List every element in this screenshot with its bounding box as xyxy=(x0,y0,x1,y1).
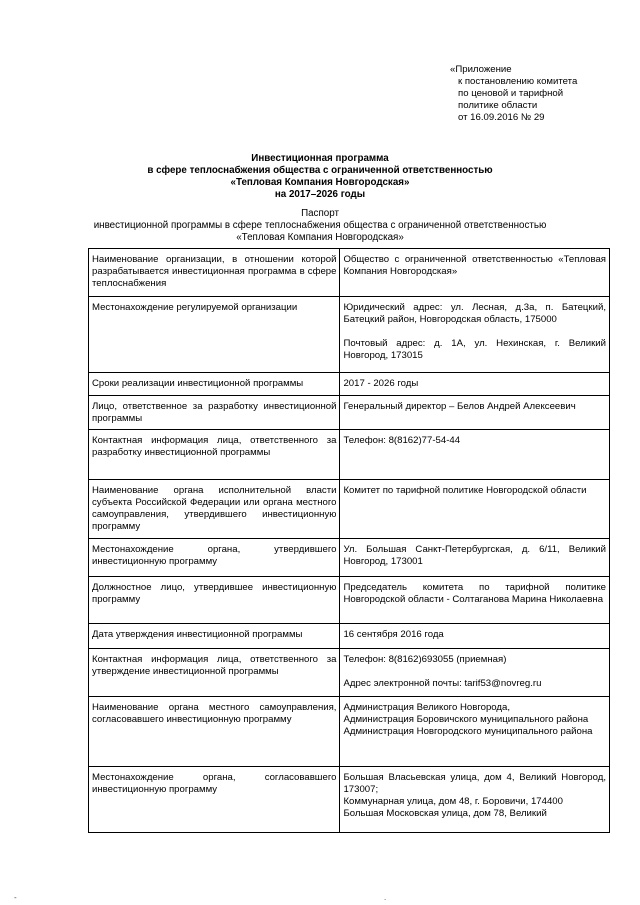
row-value xyxy=(340,577,610,624)
appendix-line: «Приложение xyxy=(450,64,512,75)
value-line: Администрация Новгородского муниципального района xyxy=(343,726,593,737)
value-line: Адрес электронной почты: tarif53@novreg.ru xyxy=(343,678,542,689)
row-label: Дата утверждения инвестиционной программы xyxy=(89,624,340,649)
table-row xyxy=(89,480,610,539)
title-line: в сфере теплоснабжения общества с ограниченной ответственностью xyxy=(147,165,493,176)
passport-line: Паспорт xyxy=(301,208,339,219)
appendix-line: политике области xyxy=(458,100,538,111)
value-line: Телефон: 8(8162)693055 (приемная) xyxy=(343,654,507,665)
row-value xyxy=(340,539,610,577)
table-row xyxy=(89,396,610,430)
value-line: Общество с ограниченной ответственностью «Тепловая Компания Новгородская» xyxy=(343,254,606,277)
row-label: Сроки реализации инвестиционной программы xyxy=(89,373,340,396)
value-line: 16 сентября 2016 года xyxy=(343,629,444,640)
row-value xyxy=(340,249,610,297)
row-label: Местонахождение органа, утвердившего инвестиционную программу xyxy=(89,539,340,577)
row-label: Наименование организации, в отношении которой разрабатывается инвестиционная программа в сфере теплоснабжения xyxy=(89,249,340,297)
scan-mark: - xyxy=(14,893,17,902)
table-row xyxy=(89,697,610,767)
table-row xyxy=(89,624,610,649)
row-value xyxy=(340,430,610,480)
title-line: Инвестиционная программа xyxy=(251,153,389,164)
row-label: Местонахождение органа, согласовавшего инвестиционную программу xyxy=(89,767,340,833)
row-label: Местонахождение регулируемой организации xyxy=(89,297,340,373)
table-row xyxy=(89,649,610,697)
row-label: Контактная информация лица, ответственного за утверждение инвестиционной программы xyxy=(89,649,340,697)
row-value xyxy=(340,373,610,396)
title-line: «Тепловая Компания Новгородская» xyxy=(230,177,410,188)
row-label: Лицо, ответственное за разработку инвестиционной программы xyxy=(89,396,340,430)
title-line: на 2017–2026 годы xyxy=(274,189,366,200)
row-label: Должностное лицо, утвердившее инвестиционную программу xyxy=(89,577,340,624)
row-value xyxy=(340,624,610,649)
value-line: Почтовый адрес: д. 1А, ул. Нехинская, г. Великий Новгород, 173015 xyxy=(343,338,606,361)
table-row xyxy=(89,373,610,396)
value-line: Ул. Большая Санкт-Петербургская, д. 6/11, Великий Новгород, 173001 xyxy=(343,544,606,567)
value-line: Телефон: 8(8162)77-54-44 xyxy=(343,435,461,446)
value-line: Администрация Великого Новгорода, xyxy=(343,702,511,713)
row-value xyxy=(340,767,610,833)
value-line: Юридический адрес: ул. Лесная, д.3а, п. Батецкий, Батецкий район, Новгородская область, 175000 xyxy=(343,302,606,325)
table-row xyxy=(89,297,610,373)
table-row xyxy=(89,430,610,480)
table-row xyxy=(89,577,610,624)
row-label: Контактная информация лица, ответственного за разработку инвестиционной программы xyxy=(89,430,340,480)
table-row xyxy=(89,539,610,577)
passport-heading xyxy=(0,208,640,244)
appendix-line: к постановлению комитета xyxy=(458,76,578,87)
passport-table xyxy=(88,248,610,833)
row-value xyxy=(340,697,610,767)
table-row xyxy=(89,767,610,833)
appendix-line: от 16.09.2016 № 29 xyxy=(458,112,545,123)
value-line: Генеральный директор – Белов Андрей Алексеевич xyxy=(343,401,576,412)
row-value xyxy=(340,480,610,539)
row-value xyxy=(340,297,610,373)
row-value xyxy=(340,649,610,697)
value-line: 2017 - 2026 годы xyxy=(343,378,419,389)
scan-mark: . xyxy=(384,893,387,902)
passport-line: «Тепловая Компания Новгородская» xyxy=(236,232,404,243)
document-title xyxy=(0,153,640,201)
row-label: Наименование органа исполнительной власти субъекта Российской Федерации или органа местного самоуправления, утвердившего инвестиционную программу xyxy=(89,480,340,539)
value-line: Коммунарная улица, дом 48, г. Боровичи, 174400 xyxy=(343,796,563,807)
value-line: Большая Московская улица, дом 78, Великий xyxy=(343,808,547,819)
value-line: Комитет по тарифной политике Новгородской области xyxy=(343,485,587,496)
value-line: Администрация Боровичского муниципального района xyxy=(343,714,589,725)
value-line: Большая Власьевская улица, дом 4, Великий Новгород, 173007; xyxy=(343,772,606,795)
row-label: Наименование органа местного самоуправления, согласовавшего инвестиционную программу xyxy=(89,697,340,767)
appendix-block xyxy=(450,64,577,124)
value-line: Председатель комитета по тарифной политике Новгородской области - Солтаганова Марина Николаевна xyxy=(343,582,606,605)
appendix-line: по ценовой и тарифной xyxy=(458,88,564,99)
table-row xyxy=(89,249,610,297)
passport-line: инвестиционной программы в сфере теплоснабжения общества с ограниченной ответственностью xyxy=(93,220,547,231)
row-value xyxy=(340,396,610,430)
